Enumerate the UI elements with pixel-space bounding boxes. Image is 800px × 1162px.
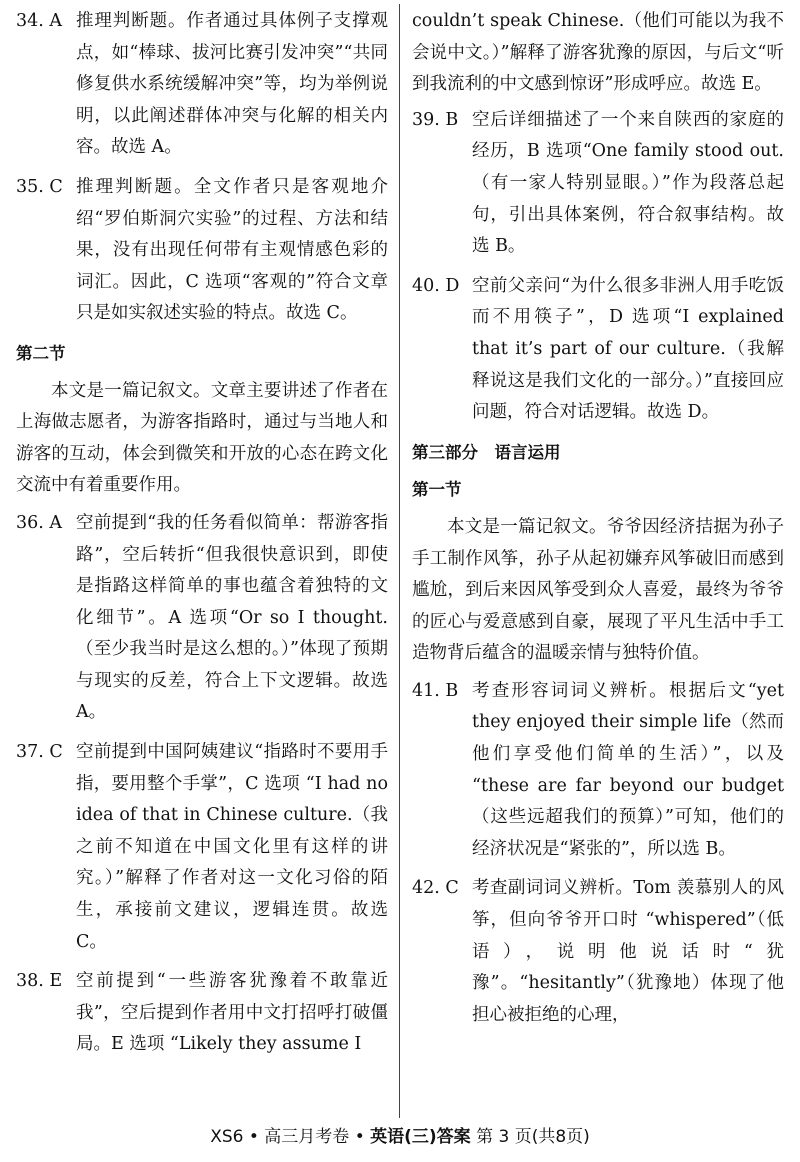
section-heading: 第二节 [16, 343, 66, 363]
answer-explanation: 空前提到“我的任务看似简单：帮游客指路”，空后转折“但我很快意识到，即使是指路这样简单的事也蕴含着独特的文化细节”。A 选项“Or so I thought.（至少我当时是这么想的。）”体现了预期与现实的反差，符合上下文逻辑。故选 A。 [76, 512, 388, 723]
answer-39 [412, 105, 784, 263]
answer-number: 34. A [16, 11, 63, 31]
answer-40 [412, 271, 784, 429]
answer-35 [16, 172, 388, 330]
passage-summary: 本文是一篇记叙文。文章主要讲述了作者在上海做志愿者，为游客指路时，通过与当地人和游客的互动，体会到微笑和开放的心态在跨文化交流中有着重要作用。 [16, 380, 388, 496]
paper-code: XS6 [210, 1127, 244, 1147]
answer-42 [412, 873, 784, 1031]
page-footer [0, 1122, 800, 1147]
answer-34 [16, 6, 388, 164]
column-divider [399, 4, 400, 1118]
answer-41 [412, 676, 784, 866]
answer-number: 40. D [412, 275, 460, 296]
answer-37 [16, 737, 388, 958]
answer-explanation: 推理判断题。作者通过具体例子支撑观点，如“棒球、拔河比赛引发冲突”“共同修复供水系统缓解冲突”等，均为举例说明，以此阐述群体冲突与化解的相关内容。故选 A。 [76, 11, 388, 158]
answer-explanation: 空前提到“一些游客犹豫着不敢靠近我”，空后提到作者用中文打招呼打破僵局。E 选项 “Likely they assume I [76, 971, 388, 1055]
answer-number: 41. B [412, 680, 459, 701]
part-heading: 第三部分 语言运用 [412, 442, 561, 462]
answer-explanation: 考查形容词词义辨析。根据后文“yet they enjoyed their simple life（然而他们享受他们简单的生活）”，以及 “these are far beyond our budget（这些远超我们的预算）”可知，他们的经济状况是“紧张的”，所以选 B。 [472, 680, 784, 859]
answer-number: 37. C [16, 742, 63, 763]
page-number: 第 3 页(共8页) [476, 1127, 590, 1147]
separator-dot: • [248, 1127, 265, 1147]
answer-explanation: 空前父亲问“为什么很多非洲人用手吃饭而不用筷子”，D 选项“I explained that it’s part of our culture.（我解释说这是我们文化的一部分。）”直接回应问题，符合对话逻辑。故选 D。 [472, 275, 784, 423]
answer-38 [16, 966, 388, 1061]
answer-explanation: 考查副词词义辨析。Tom 羡慕别人的风筝，但向爷爷开口时 “whispered”（低语），说明他说话时“犹豫”。“hesitantly”（犹豫地）体现了他担心被拒绝的心理， [472, 878, 784, 1025]
answer-number: 38. E [16, 971, 63, 992]
answer-number: 39. B [412, 109, 459, 130]
answer-36 [16, 508, 388, 729]
answer-explanation: 空前提到中国阿姨建议“指路时不要用手指，要用整个手掌”，C 选项 “I had no idea of that in Chinese culture.（我之前不知道在中国文化里有这样的讲究。）”解释了作者对这一文化习俗的陌生，承接前文建议，逻辑连贯。故选 C。 [76, 742, 388, 952]
answer-number: 35. C [16, 176, 63, 197]
answer-38-continued: couldn’t speak Chinese.（他们可能以为我不会说中文。）”解释了游客犹豫的原因，与后文“听到我流利的中文感到惊讶”形成呼应。故选 E。 [412, 11, 784, 95]
answer-number: 36. A [16, 512, 63, 533]
subject-title: 英语(三)答案 [370, 1127, 471, 1147]
section-heading: 第一节 [412, 480, 462, 500]
passage-summary: 本文是一篇记叙文。爷爷因经济拮据为孙子手工制作风筝，孙子从起初嫌弃风筝破旧而感到尴尬，到后来因风筝受到众人喜爱，最终为爷爷的匠心与爱意感到自豪，展现了平凡生活中手工造物背后蕴含的温暖亲情与独特价值。 [412, 516, 784, 664]
left-column [16, 6, 388, 1069]
answer-number: 42. C [412, 878, 459, 899]
answer-explanation: 推理判断题。全文作者只是客观地介绍“罗伯斯洞穴实验”的过程、方法和结果，没有出现任何带有主观情感色彩的词汇。因此，C 选项“客观的”符合文章只是如实叙述实验的特点。故选 C。 [76, 176, 388, 324]
right-column [412, 6, 784, 1039]
exam-name: 高三月考卷 [264, 1127, 350, 1147]
answer-explanation: 空后详细描述了一个来自陕西的家庭的经历，B 选项“One family stood out.（有一家人特别显眼。）”作为段落总起句，引出具体案例，符合叙事结构。故选 B。 [472, 109, 784, 257]
separator-dot: • [354, 1127, 371, 1147]
